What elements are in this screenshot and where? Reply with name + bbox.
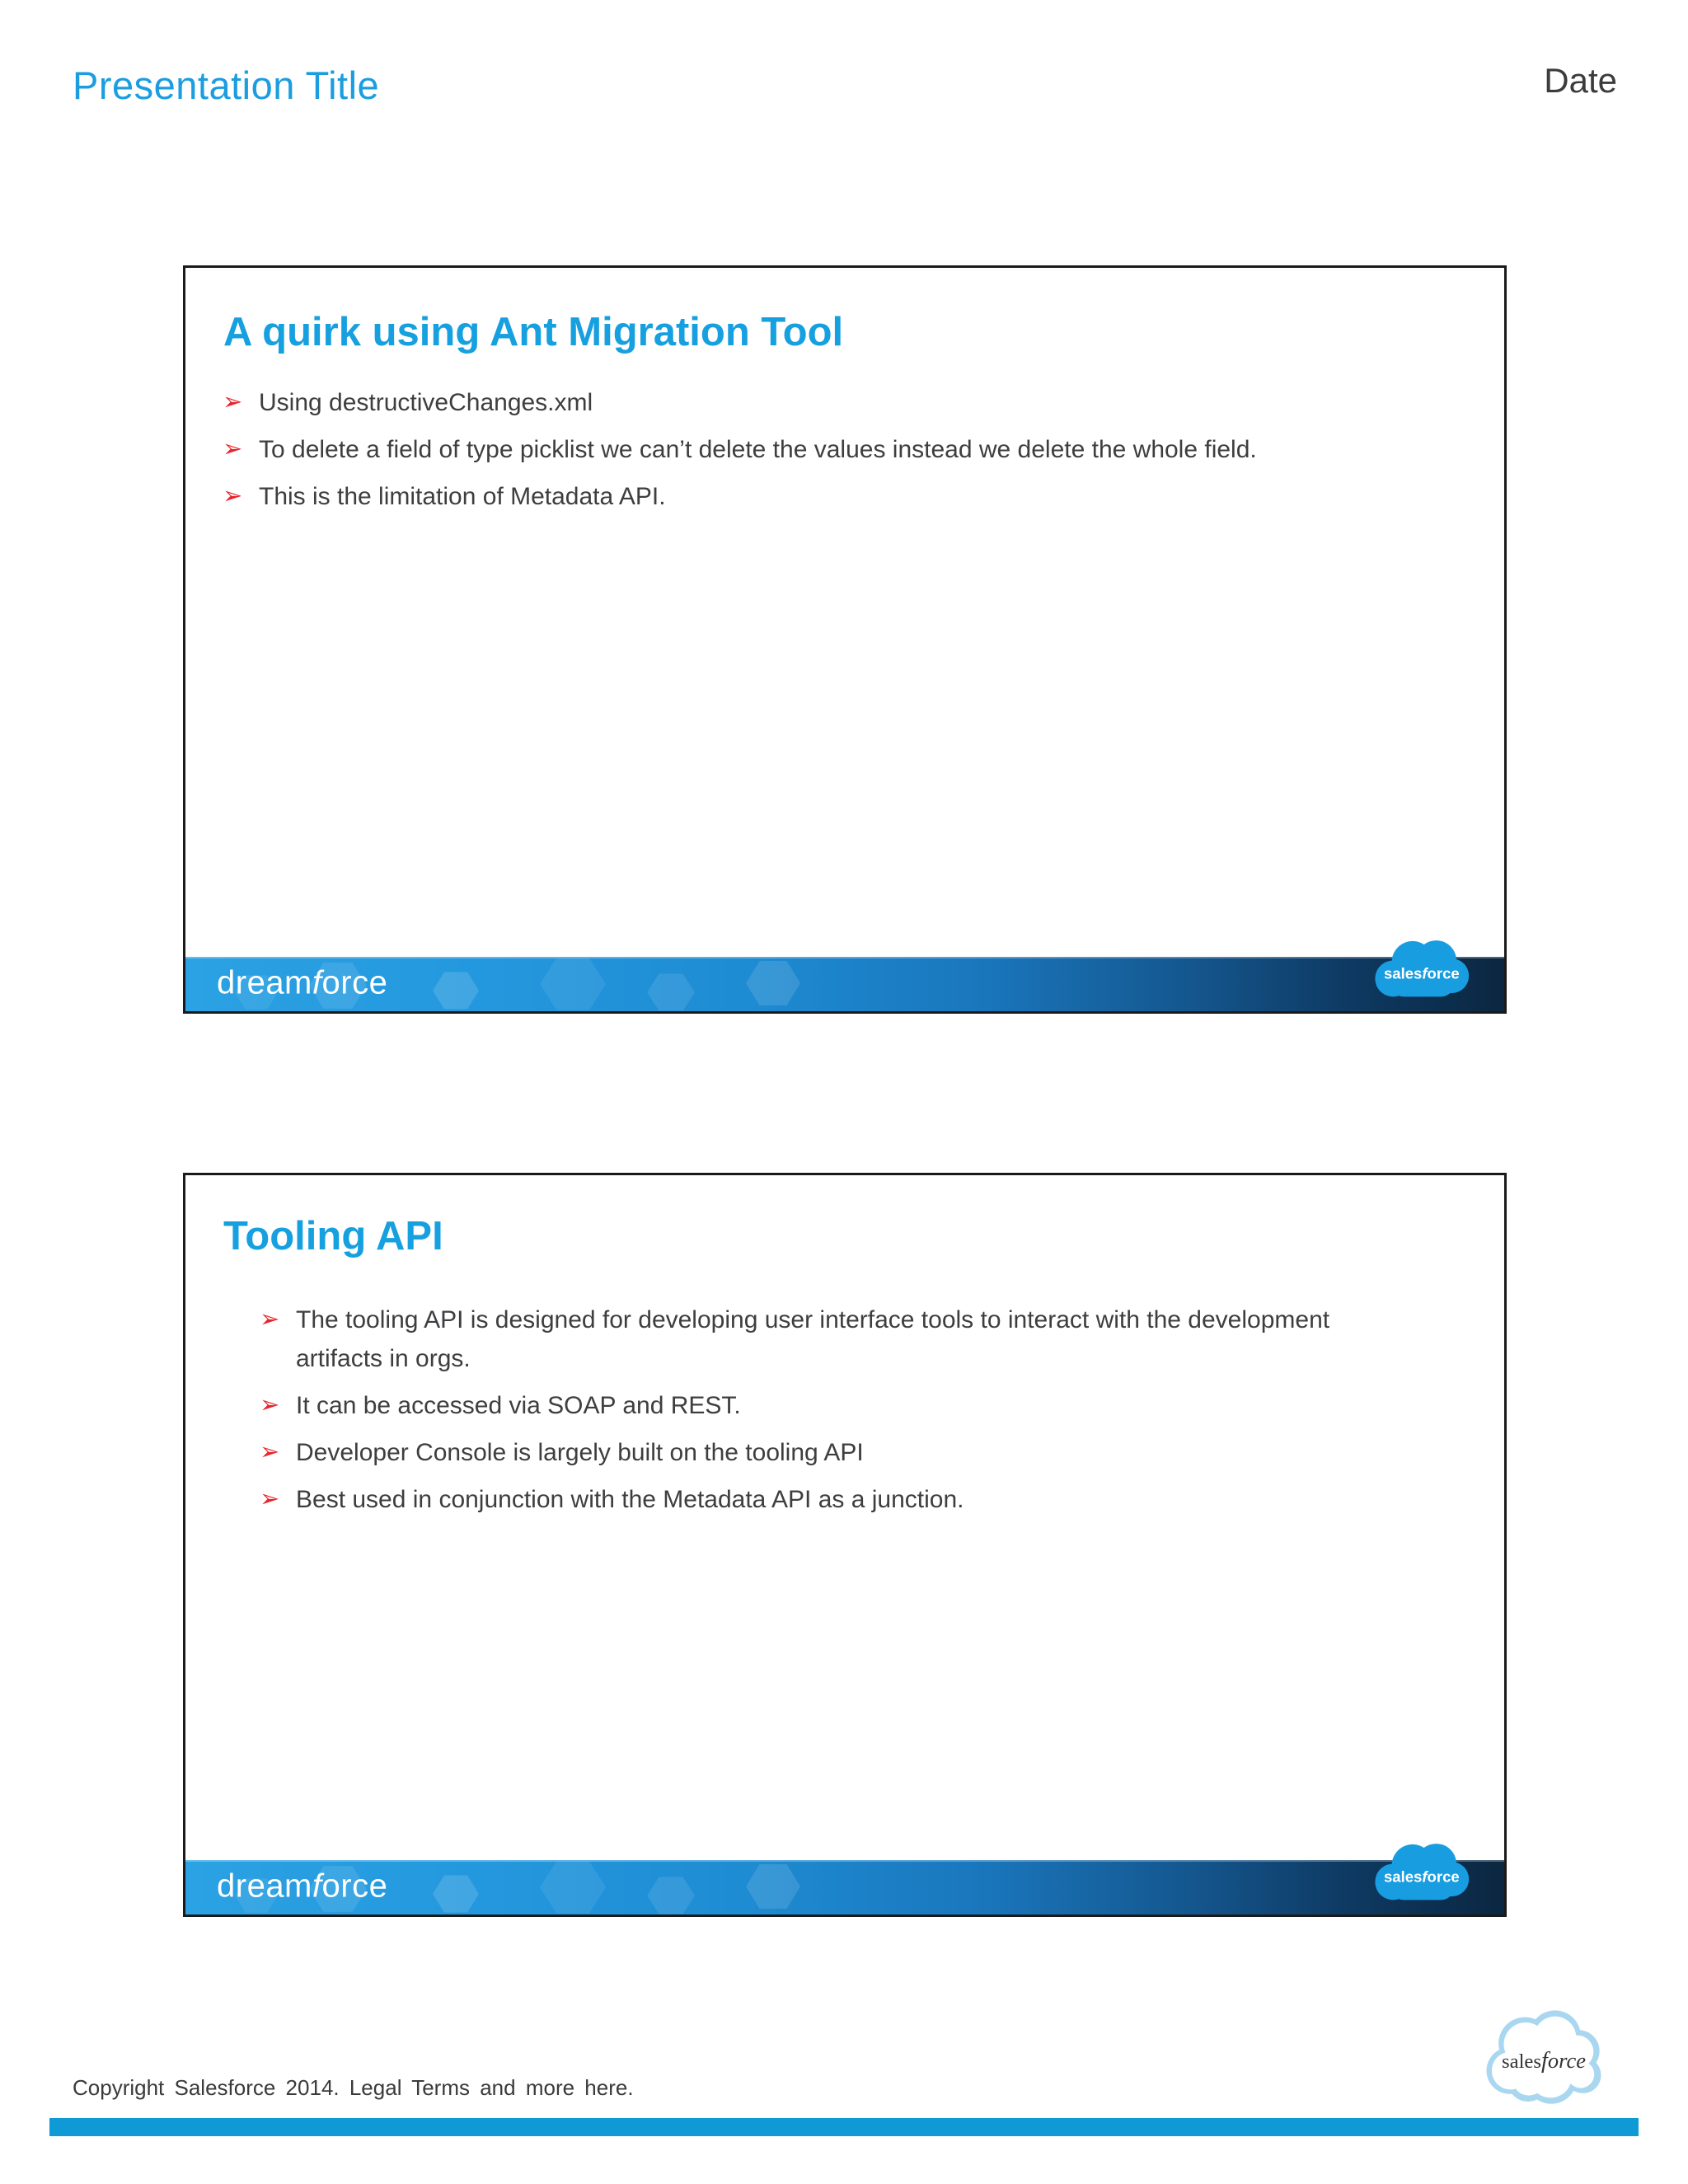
- dreamforce-logo: dreamforce: [217, 1868, 388, 1905]
- bullet-item: [223, 477, 1345, 516]
- bokeh-decoration: [647, 1875, 695, 1916]
- date-label: Date: [1544, 61, 1617, 100]
- bullet-text: This is the limitation of Metadata API.: [259, 483, 666, 510]
- bullet-item: [223, 383, 1345, 422]
- bokeh-decoration: [647, 972, 695, 1013]
- bullet-text: Using destructiveChanges.xml: [259, 389, 593, 416]
- bullet-text: To delete a field of type picklist we can’t delete the values instead we delete the whole field.: [259, 436, 1257, 463]
- bullet-text: Developer Console is largely built on the tooling API: [296, 1439, 864, 1466]
- svg-text:salesforce: salesforce: [1383, 1868, 1460, 1886]
- bullet-text: It can be accessed via SOAP and REST.: [296, 1392, 741, 1419]
- bokeh-decoration: [433, 1873, 479, 1915]
- bullet-arrow-icon: ➢: [260, 1486, 280, 1512]
- dreamforce-footer-bar: [185, 957, 1504, 1011]
- bokeh-decoration: [540, 955, 606, 1013]
- bullet-arrow-icon: ➢: [260, 1439, 280, 1465]
- bullet-item: [260, 1480, 1382, 1519]
- bullet-arrow-icon: ➢: [260, 1392, 280, 1418]
- bullet-arrow-icon: ➢: [260, 1306, 280, 1333]
- page-title: Presentation Title: [73, 63, 380, 107]
- svg-text:salesforce: salesforce: [1383, 964, 1460, 982]
- slide-tooling-api: [183, 1173, 1507, 1917]
- salesforce-cloud-logo: [1372, 935, 1470, 1008]
- bullet-list: [223, 383, 1345, 524]
- dreamforce-footer-bar: [185, 1860, 1504, 1915]
- bullet-text: Best used in conjunction with the Metadata API as a junction.: [296, 1486, 964, 1513]
- slide-ant-migration-tool: [183, 265, 1507, 1014]
- bokeh-decoration: [746, 1862, 800, 1911]
- bokeh-decoration: [540, 1858, 606, 1916]
- bullet-item: [260, 1386, 1382, 1425]
- slide-title: A quirk using Ant Migration Tool: [223, 310, 844, 354]
- bokeh-decoration: [746, 958, 800, 1008]
- copyright-text: Copyright Salesforce 2014. Legal Terms and more here.: [73, 2075, 634, 2100]
- bokeh-decoration: [433, 970, 479, 1011]
- bullet-arrow-icon: ➢: [223, 436, 243, 462]
- slide-title: Tooling API: [223, 1214, 443, 1258]
- bullet-item: [260, 1301, 1382, 1378]
- bullet-list: [260, 1301, 1382, 1527]
- dreamforce-logo: dreamforce: [217, 964, 388, 1001]
- bottom-accent-bar: [49, 2118, 1639, 2136]
- bullet-arrow-icon: ➢: [223, 483, 243, 509]
- salesforce-cloud-logo: [1372, 1839, 1470, 1911]
- bullet-text: The tooling API is designed for developing user interface tools to interact with the development artifacts in orgs.: [296, 1306, 1330, 1372]
- salesforce-classic-logo: [1479, 2004, 1609, 2110]
- bullet-arrow-icon: ➢: [223, 389, 243, 415]
- svg-text:salesforce: salesforce: [1502, 2047, 1586, 2074]
- bullet-item: [223, 430, 1345, 469]
- bullet-item: [260, 1433, 1382, 1472]
